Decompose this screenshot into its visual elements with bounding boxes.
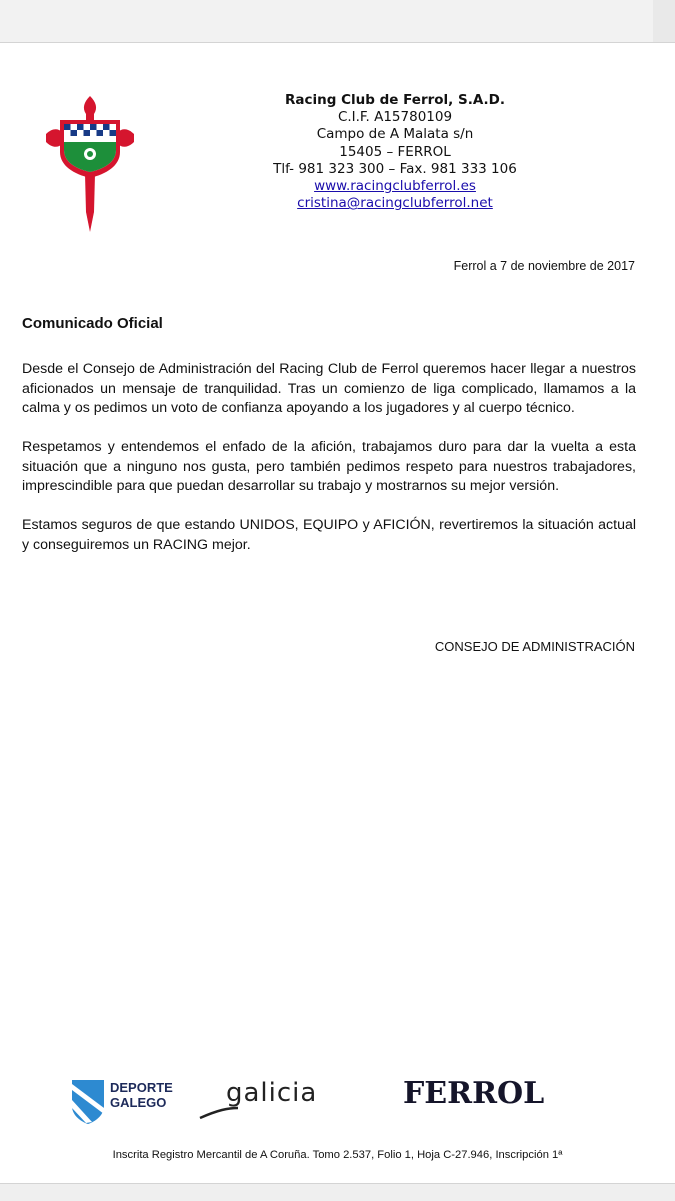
galicia-flag-icon (70, 1078, 106, 1124)
ferrol-logo (403, 1074, 545, 1118)
club-letterhead (255, 92, 535, 212)
club-phone: Tlf- 981 323 300 – Fax. 981 333 106 (273, 160, 517, 177)
deporte-galego-logo (70, 1078, 180, 1126)
website-link[interactable]: www.racingclubferrol.es (314, 178, 476, 195)
paragraph: Estamos seguros de que estando UNIDOS, EQUIPO y AFICIÓN, revertiremos la situación actual y conseguiremos un RACING mejor. (22, 517, 636, 553)
club-name: Racing Club de Ferrol, S.A.D. (284, 92, 506, 108)
galego-label: GALEGO (110, 1095, 167, 1110)
scrollbar[interactable] (653, 0, 675, 42)
email-link[interactable]: cristina@racingclubferrol.net (297, 195, 493, 212)
ferrol-wordmark: FERROL (403, 1076, 545, 1111)
club-postal: 15405 – FERROL (339, 143, 451, 160)
galicia-logo (198, 1074, 328, 1124)
letter-body (22, 360, 636, 575)
letter-date: Ferrol a 7 de noviembre de 2017 (453, 259, 635, 273)
registry-footer: Inscrita Registro Mercantil de A Coruña. Tomo 2.537, Folio 1, Hoja C-27.946, Inscripción 1ª (112, 1149, 563, 1161)
letter-title: Comunicado Oficial (22, 315, 163, 332)
club-address: Campo de A Malata s/n (316, 126, 474, 143)
deporte-label: DEPORTE (110, 1080, 173, 1095)
signature: CONSEJO DE ADMINISTRACIÓN (434, 639, 635, 654)
paragraph: Respetamos y entendemos el enfado de la afición, trabajamos duro para dar la vuelta a esta situación que a ninguno nos gusta, pero también pedimos respeto para nuestros trabajadores, imprescindible para que puedan desarrollar su trabajo y mostrarnos su mejor versión. (22, 439, 636, 494)
viewer-bottom-bar (0, 1183, 675, 1201)
galicia-wordmark: galicia (226, 1078, 318, 1108)
paragraph: Desde el Consejo de Administración del Racing Club de Ferrol queremos hacer llegar a nuestros aficionados un mensaje de tranquilidad. Tras un comienzo de liga complicado, llamamos a la calma y os pedimos un voto de confianza apoyando a los jugadores y al cuerpo técnico. (22, 361, 636, 416)
viewer-top-bar (0, 0, 675, 43)
club-crest-logo (42, 92, 138, 234)
club-cif: C.I.F. A15780109 (337, 109, 453, 126)
